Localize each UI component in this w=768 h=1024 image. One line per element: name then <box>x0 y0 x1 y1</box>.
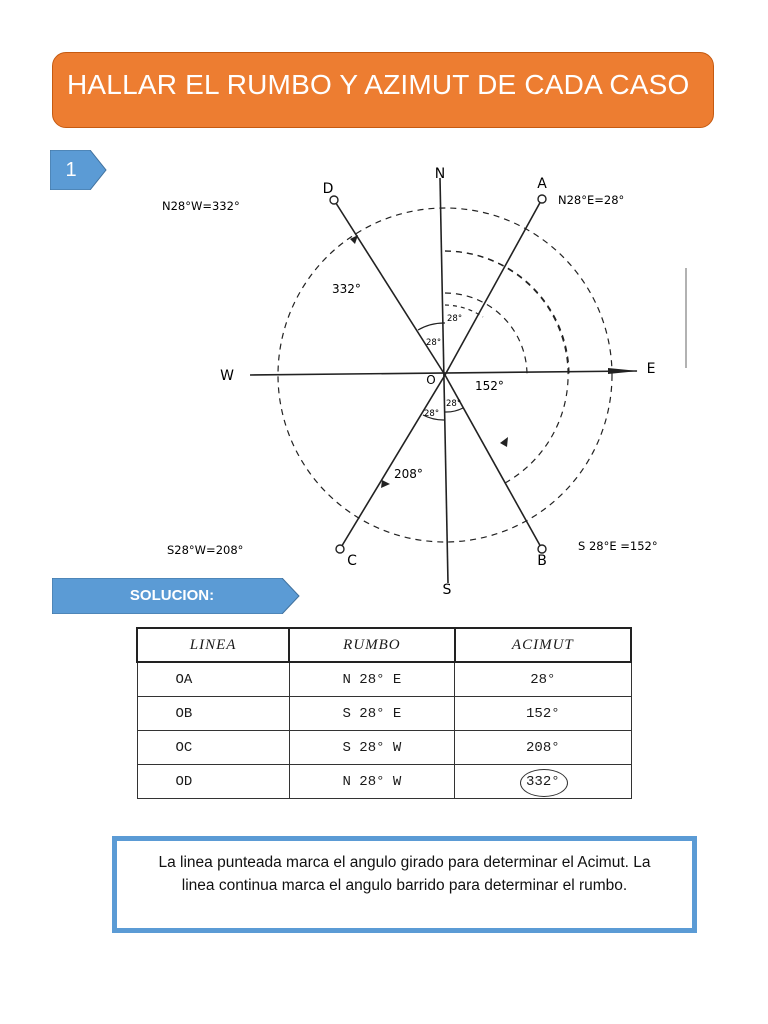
label-point-c: C <box>347 553 357 569</box>
cell-acimut: 152° <box>455 697 631 731</box>
rumbo-arc-d <box>418 323 445 330</box>
cell-linea: OA <box>137 662 289 697</box>
angle-28-d: 28° <box>426 338 442 348</box>
arrow-152 <box>500 437 508 447</box>
header-linea: LINEA <box>137 628 289 662</box>
label-point-d: D <box>322 181 334 197</box>
label-origin: O <box>426 373 436 387</box>
bearing-diagram <box>150 158 700 598</box>
cell-rumbo: N 28° W <box>289 765 455 799</box>
cell-acimut: 28° <box>455 662 631 697</box>
angle-28-a: 28° <box>447 314 463 324</box>
table-header-row <box>137 628 631 662</box>
step-badge <box>50 150 110 190</box>
arrow-east <box>608 368 638 374</box>
label-north: N <box>434 166 446 182</box>
cell-linea: OD <box>137 765 289 799</box>
angle-332: 332° <box>332 282 361 296</box>
angle-28-b: 28° <box>446 399 462 409</box>
line-oc <box>340 375 445 549</box>
point-d <box>330 196 338 204</box>
solucion-label: SOLUCION: <box>129 587 215 604</box>
cell-rumbo: S 28° E <box>289 697 455 731</box>
arrow-208 <box>381 480 390 488</box>
note-box <box>112 836 697 933</box>
badge-number: 1 <box>65 159 77 181</box>
solution-table-wrap <box>136 627 632 799</box>
solution-table <box>136 627 632 799</box>
page-title: HALLAR EL RUMBO Y AZIMUT DE CADA CASO <box>67 69 690 100</box>
title-bar <box>52 52 714 128</box>
point-c <box>336 545 344 553</box>
angle-28-c: 28° <box>424 409 440 419</box>
table-row <box>137 662 631 697</box>
cell-acimut <box>455 765 631 799</box>
azimuth-arc-mid-2 <box>445 251 568 483</box>
circled-acimut: 332° <box>526 773 560 790</box>
header-rumbo: RUMBO <box>289 628 455 662</box>
line-oa <box>445 199 542 375</box>
label-east: E <box>646 361 656 377</box>
table-row <box>137 731 631 765</box>
label-west: W <box>220 368 234 384</box>
cell-linea: OC <box>137 731 289 765</box>
label-point-a: A <box>537 176 547 192</box>
cell-rumbo: N 28° E <box>289 662 455 697</box>
azimuth-arc-inner <box>445 293 527 375</box>
solucion-banner <box>52 578 300 614</box>
note-text: La linea punteada marca el angulo girado para determinar el Acimut. La linea continua marca el angulo barrido para determinar el rumbo. <box>158 854 651 894</box>
table-row <box>137 765 631 799</box>
angle-152: 152° <box>475 379 504 393</box>
note-c: S28°W=208° <box>167 543 244 557</box>
angle-208: 208° <box>394 467 423 481</box>
point-a <box>538 195 546 203</box>
point-b <box>538 545 546 553</box>
table-row <box>137 697 631 731</box>
note-a: N28°E=28° <box>558 193 625 207</box>
cell-rumbo: S 28° W <box>289 731 455 765</box>
header-acimut: ACIMUT <box>455 628 631 662</box>
cell-acimut: 208° <box>455 731 631 765</box>
note-d: N28°W=332° <box>162 199 240 213</box>
cell-linea: OB <box>137 697 289 731</box>
note-b: S 28°E =152° <box>578 539 658 553</box>
label-south: S <box>442 582 452 598</box>
label-point-b: B <box>537 553 547 569</box>
azimuth-arc-mid <box>445 251 569 375</box>
